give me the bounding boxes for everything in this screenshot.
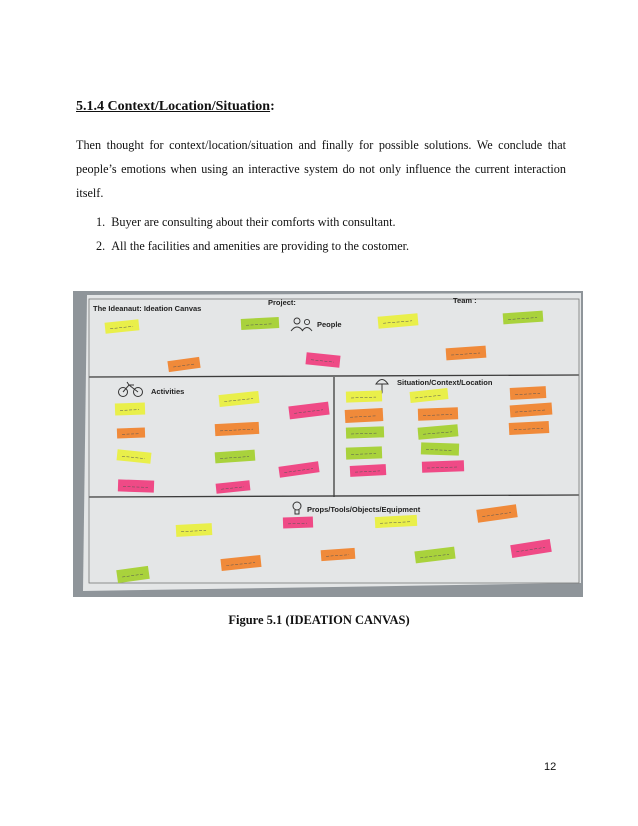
- sticky-note: [117, 428, 145, 439]
- body-paragraph: Then thought for context/location/situation and finally for possible solutions. We conclude that people’s emotions when using an interactive system do not only influence the current interaction itself.: [76, 138, 566, 200]
- figure-caption: Figure 5.1 (IDEATION CANVAS): [228, 613, 410, 627]
- canvas-paper: [83, 293, 581, 591]
- canvas-props-label: Props/Tools/Objects/Equipment: [307, 505, 421, 514]
- sticky-note: [510, 386, 547, 400]
- sticky-note: [115, 402, 145, 415]
- sticky-note: [241, 317, 280, 330]
- ideation-canvas-photo: [73, 291, 583, 597]
- list-item: [96, 234, 409, 258]
- canvas-team-label: Team :: [453, 296, 477, 305]
- canvas-people-label: People: [317, 320, 342, 329]
- sticky-note: [422, 460, 464, 472]
- numbered-list: [96, 210, 409, 258]
- page-number: 12: [544, 761, 557, 773]
- sticky-note: [346, 426, 384, 438]
- list-item: [96, 210, 409, 234]
- sticky-note: [118, 479, 154, 492]
- canvas-title: The Ideanaut: Ideation Canvas: [93, 304, 202, 313]
- section-heading-title: 5.1.4 Context/Location/Situation: [76, 99, 271, 114]
- sticky-note: [375, 515, 418, 528]
- list-marker: 2.: [96, 239, 106, 253]
- sticky-note: [418, 407, 458, 420]
- canvas-situation-label: Situation/Context/Location: [397, 378, 493, 387]
- sticky-note: [345, 408, 384, 423]
- list-marker: 1.: [96, 215, 106, 229]
- list-item-text: Buyer are consulting about their comforts with consultant.: [111, 215, 396, 229]
- sticky-note: [350, 464, 387, 477]
- sticky-note: [509, 421, 550, 435]
- sticky-note: [346, 390, 382, 402]
- list-item-text: All the facilities and amenities are providing to the costomer.: [111, 239, 410, 253]
- sticky-note: [346, 446, 382, 459]
- sticky-note: [176, 523, 213, 537]
- canvas-project-label: Project:: [268, 298, 296, 307]
- sticky-note: [421, 442, 459, 455]
- section-heading-colon: :: [270, 99, 275, 114]
- canvas-activities-label: Activities: [151, 387, 185, 396]
- ideation-canvas-image: [73, 291, 583, 597]
- section-heading: [76, 99, 275, 115]
- sticky-note: [283, 516, 313, 528]
